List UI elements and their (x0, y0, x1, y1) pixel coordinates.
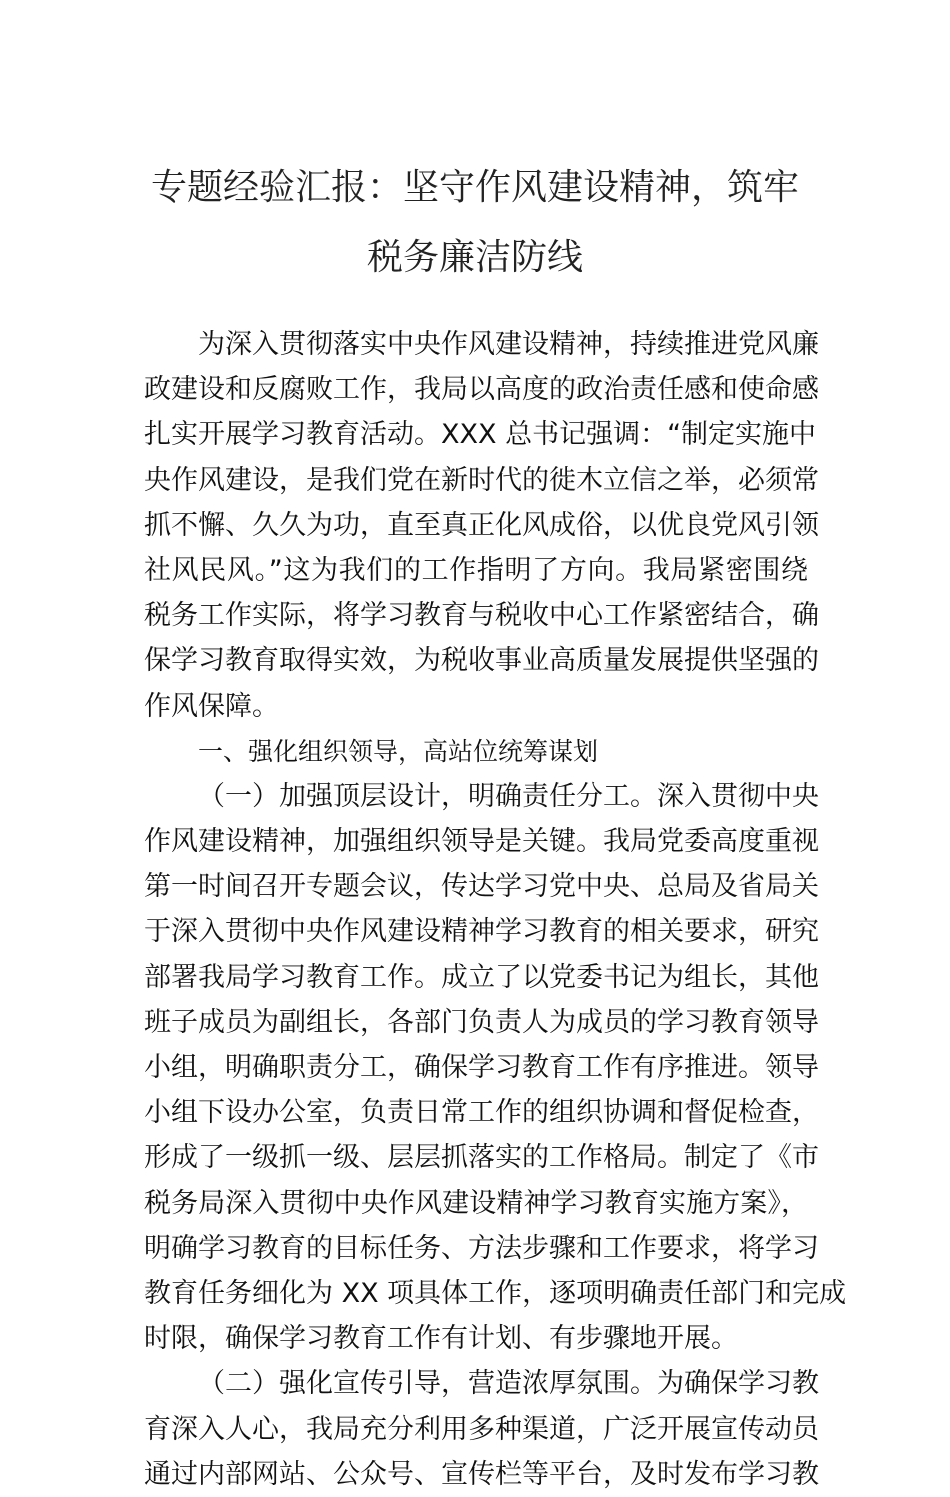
paragraph-line: 部署我局学习教育工作。成立了以党委书记为组长，其他 (144, 961, 819, 993)
paragraph-line: 通过内部网站、公众号、宣传栏等平台，及时发布学习教 (144, 1458, 819, 1490)
paragraph-line: 央作风建设，是我们党在新时代的徙木立信之举，必须常 (144, 464, 819, 496)
section-heading: 一、强化组织领导，高站位统筹谋划 (198, 736, 599, 766)
paragraph-line: 为深入贯彻落实中央作风建设精神，持续推进党风廉 (198, 329, 819, 360)
paragraph-line: 税务工作实际，将学习教育与税收中心工作紧密结合，确 (144, 600, 819, 632)
paragraph-line: 小组，明确职责分工，确保学习教育工作有序推进。领导 (144, 1052, 819, 1083)
paragraph-line: 时限，确保学习教育工作有计划、有步骤地开展。 (144, 1323, 738, 1355)
paragraph-line: 政建设和反腐败工作，我局以高度的政治责任感和使命感 (144, 374, 819, 406)
paragraph-line: 抓不懈、久久为功，直至真正化风成俗，以优良党风引领 (144, 509, 819, 541)
paragraph-line: 保学习教育取得实效，为税收事业高质量发展提供坚强的 (144, 645, 819, 677)
paragraph-line: 班子成员为副组长，各部门负责人为成员的学习教育领导 (144, 1006, 819, 1038)
document-title-line-2: 税务廉洁防线 (366, 237, 583, 278)
paragraph-line: 税务局深入贯彻中央作风建设精神学习教育实施方案》， (144, 1187, 808, 1219)
paragraph-line: 育深入人心，我局充分利用多种渠道，广泛开展宣传动员 (144, 1413, 819, 1445)
paragraph-line: 明确学习教育的目标任务、方法步骤和工作要求，将学习 (144, 1232, 819, 1264)
paragraph-line: （二）强化宣传引导，营造浓厚氛围。为确保学习教 (198, 1368, 819, 1400)
document-title-line-1: 专题经验汇报：坚守作风建设精神，筑牢 (150, 167, 799, 208)
paragraph-line: 扎实开展学习教育活动。XXX 总书记强调：“制定实施中 (144, 419, 817, 451)
paragraph-line: 作风建设精神，加强组织领导是关键。我局党委高度重视 (144, 826, 819, 858)
paragraph-line: （一）加强顶层设计，明确责任分工。深入贯彻中央 (198, 780, 819, 812)
paragraph-line: 于深入贯彻中央作风建设精神学习教育的相关要求，研究 (144, 916, 819, 948)
paragraph-line: 小组下设办公室，负责日常工作的组织协调和督促检查， (144, 1097, 819, 1129)
document-body (144, 322, 847, 1497)
paragraph-line: 社风民风。”这为我们的工作指明了方向。我局紧密围绕 (144, 554, 808, 586)
paragraph-line: 教育任务细化为 XX 项具体工作，逐项明确责任部门和完成 (144, 1277, 847, 1309)
paragraph-line: 作风保障。 (144, 690, 279, 722)
paragraph-line: 形成了一级抓一级、层层抓落实的工作格局。制定了《市 (144, 1142, 819, 1174)
paragraph-line: 第一时间召开专题会议，传达学习党中央、总局及省局关 (144, 871, 819, 903)
